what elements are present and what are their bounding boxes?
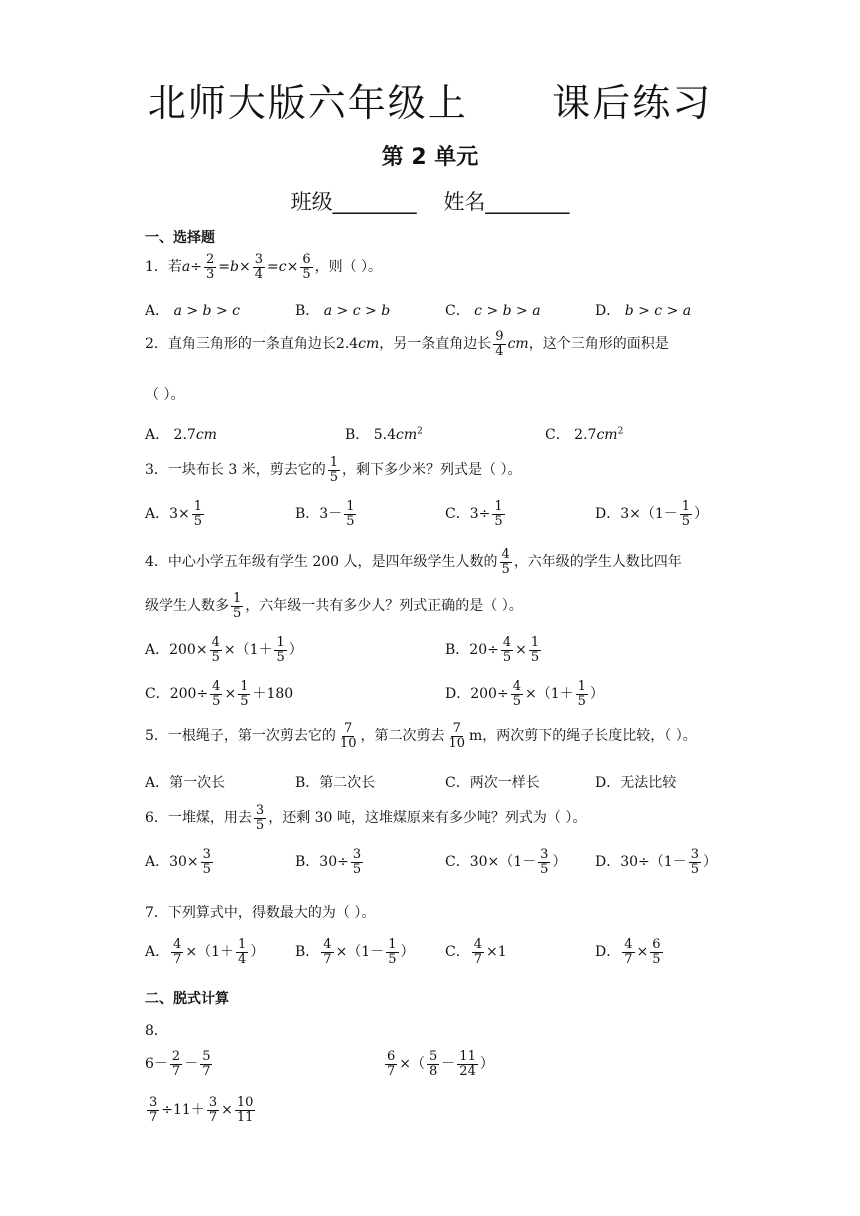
question-6: 6．一堆煤，用去 $\frac{3}{5}$ ，还剩 30 吨，这堆煤原来有多少吨？列式为（ ）。 <box>145 803 587 833</box>
expression-1: 6－ $\frac{2}{7}$ － $\frac{5}{7}$ <box>145 1049 211 1079</box>
expression-3: $\frac{3}{7}$ ÷11＋ $\frac{3}{7}$ × $\frac{10}{11}$ <box>149 1095 254 1125</box>
question-7: 7．下列算式中，得数最大的为（ ）。 <box>145 905 376 921</box>
q1-option-b[interactable]: B． a > c > b <box>295 303 391 319</box>
q5-option-b[interactable]: B．第二次长 <box>295 775 376 791</box>
fraction: $\frac{3}{5}$ <box>255 803 265 833</box>
q5-option-a[interactable]: A．第一次长 <box>145 775 226 791</box>
q5-option-c[interactable]: C．两次一样长 <box>445 775 540 791</box>
fraction: $\frac{7}{10}$ <box>339 721 357 751</box>
q7-option-a[interactable]: A． $\frac{4}{7}$ ×（1＋ $\frac{1}{4}$ ） <box>145 937 265 967</box>
q3-option-d[interactable]: D．3×（1－ $\frac{1}{5}$ ） <box>595 499 709 529</box>
q6-option-c[interactable]: C．30×（1－ $\frac{3}{5}$ ） <box>445 847 567 877</box>
question-4-line-1: 4．中心小学五年级有学生 200 人，是四年级学生人数的 $\frac{4}{5}$ ，六年级的学生人数比四年 <box>145 547 682 577</box>
question-2: 2．直角三角形的一条直角边长2.4cm，另一条直角边长 $\frac{9}{4}$ cm，这个三角形的面积是 <box>145 329 669 359</box>
fraction: $\frac{6}{5}$ <box>302 252 311 282</box>
fraction: $\frac{7}{10}$ <box>448 721 466 751</box>
q6-option-a[interactable]: A．30× $\frac{3}{5}$ <box>145 847 211 877</box>
q4-option-c[interactable]: C．200÷ $\frac{4}{5}$ × $\frac{1}{5}$ ＋180 <box>145 679 294 709</box>
q2-option-a[interactable]: A． 2.7cm <box>145 427 217 443</box>
question-2-continued: （ ）。 <box>145 387 185 403</box>
q6-option-b[interactable]: B．30÷ $\frac{3}{5}$ <box>295 847 362 877</box>
question-3: 3．一块布长 3 米，剪去它的 $\frac{1}{5}$ ，剩下多少米？列式是（ ）。 <box>145 455 522 485</box>
question-5: 5．一根绳子，第一次剪去它的 $\frac{7}{10}$ ，第二次剪去 $\frac{7}{10}$ m，两次剪下的绳子长度比较，（ ）。 <box>145 721 697 751</box>
q4-option-a[interactable]: A．200× $\frac{4}{5}$ ×（1＋ $\frac{1}{5}$ ） <box>145 635 303 665</box>
q6-option-d[interactable]: D．30÷（1－ $\frac{3}{5}$ ） <box>595 847 717 877</box>
q7-option-c[interactable]: C． $\frac{4}{7}$ ×1 <box>445 937 507 967</box>
q3-option-b[interactable]: B．3－ $\frac{1}{5}$ <box>295 499 355 529</box>
q3-option-a[interactable]: A．3× $\frac{1}{5}$ <box>145 499 203 529</box>
section-heading-calculation: 二、脱式计算 <box>145 991 229 1007</box>
q1-option-c[interactable]: C． c > b > a <box>445 303 541 319</box>
fraction: $\frac{9}{4}$ <box>495 329 504 359</box>
q4-option-b[interactable]: B．20÷ $\frac{4}{5}$ × $\frac{1}{5}$ <box>445 635 540 665</box>
expression-2: $\frac{6}{7}$ ×（ $\frac{5}{8}$ － $\frac{11}{24}$ ） <box>387 1049 494 1079</box>
fraction: $\frac{3}{4}$ <box>254 252 264 282</box>
q2-option-b[interactable]: B． $5.4cm^2$ <box>345 426 423 443</box>
q2-option-c[interactable]: C． $2.7cm^2$ <box>545 426 624 443</box>
class-name-line: 班级________ 姓名________ <box>290 190 570 214</box>
fraction: $\frac{2}{3}$ <box>206 252 215 282</box>
fraction: $\frac{4}{5}$ <box>501 547 510 577</box>
fraction: $\frac{1}{5}$ <box>329 455 338 485</box>
unit-heading: 第 2 单元 <box>381 145 479 170</box>
q7-option-d[interactable]: D． $\frac{4}{7}$ × $\frac{6}{5}$ <box>595 937 661 967</box>
q1-option-a[interactable]: A． a > b > c <box>145 303 240 319</box>
page-title: 北师大版六年级上 课后练习 <box>147 81 713 125</box>
question-1: 1．若a÷ $\frac{2}{3}$ =b× $\frac{3}{4}$ =c× $\frac{6}{5}$ ，则（ ）。 <box>145 252 383 282</box>
question-4-line-2: 级学生人数多 $\frac{1}{5}$ ，六年级一共有多少人？列式正确的是（ ）。 <box>145 591 523 621</box>
q4-option-d[interactable]: D．200÷ $\frac{4}{5}$ ×（1＋ $\frac{1}{5}$ ） <box>445 679 604 709</box>
section-heading-choice: 一、选择题 <box>145 230 215 246</box>
q5-option-d[interactable]: D．无法比较 <box>595 775 677 791</box>
q3-option-c[interactable]: C．3÷ $\frac{1}{5}$ <box>445 499 503 529</box>
fraction: $\frac{1}{5}$ <box>233 591 242 621</box>
question-8-label: 8． <box>145 1023 168 1039</box>
q1-option-d[interactable]: D． b > c > a <box>595 303 692 319</box>
q7-option-b[interactable]: B． $\frac{4}{7}$ ×（1－ $\frac{1}{5}$ ） <box>295 937 415 967</box>
